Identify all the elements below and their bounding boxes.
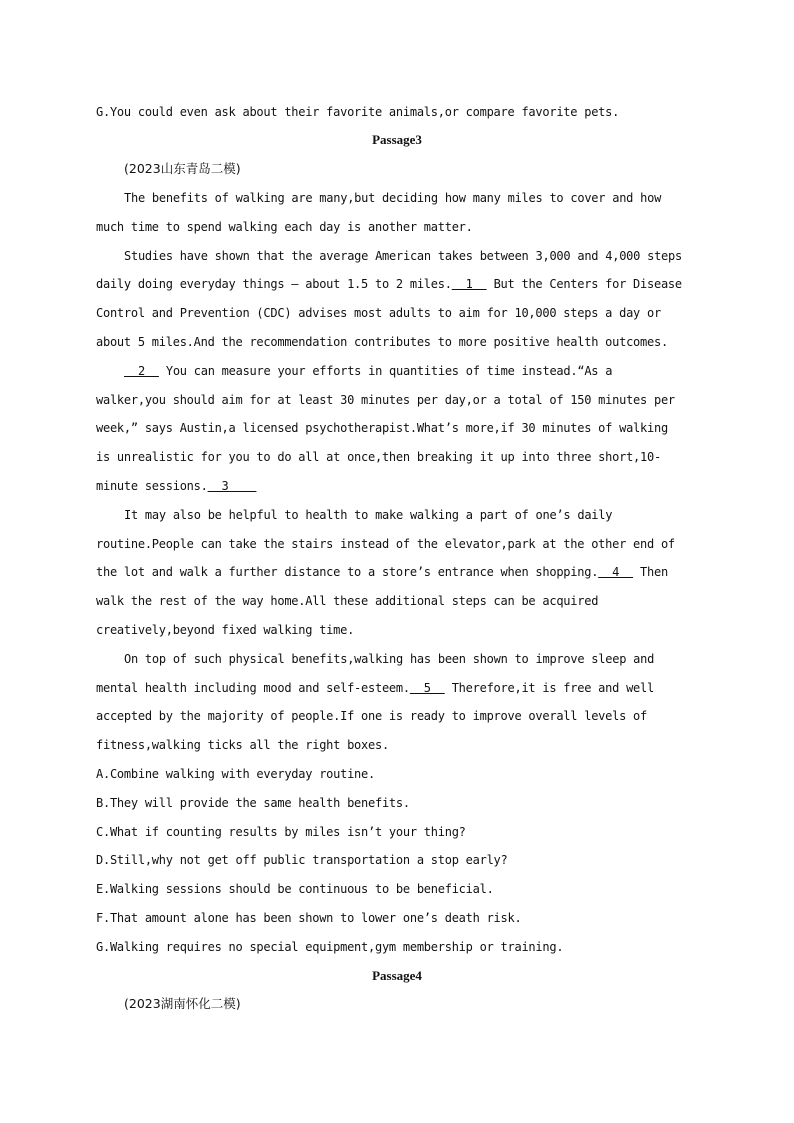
passage3-title: Passage3 [372, 132, 422, 147]
blank-2: 2 [124, 364, 159, 378]
option-b: B.They will provide the same health benefits. [96, 796, 410, 810]
body-line: much time to spend walking each day is another matter. [96, 220, 473, 234]
body-line: Control and Prevention (CDC) advises most adults to aim for 10,000 steps a day or [96, 306, 661, 320]
passage4-title: Passage4 [372, 968, 422, 983]
option-f: F.That amount alone has been shown to lower one’s death risk. [96, 911, 522, 925]
body-line: week,” says Austin,a licensed psychotherapist.What’s more,if 30 minutes of walking [96, 421, 668, 435]
option-c: C.What if counting results by miles isn’t your thing? [96, 825, 466, 839]
body-line: the lot and walk a further distance to a store’s entrance when shopping. 4 Then [96, 565, 668, 579]
body-line: routine.People can take the stairs instead of the elevator,park at the other end of [96, 537, 675, 551]
body-line: creatively,beyond fixed walking time. [96, 623, 355, 637]
passage4-source: (2023湖南怀化二模) [124, 996, 241, 1011]
blank-3: 3 [207, 479, 257, 493]
body-line: mental health including mood and self-esteem. 5 Therefore,it is free and well [96, 681, 654, 695]
body-line: It may also be helpful to health to make walking a part of one’s daily [124, 508, 613, 522]
body-line: The benefits of walking are many,but deciding how many miles to cover and how [124, 191, 662, 205]
option-e: E.Walking sessions should be continuous to be beneficial. [96, 882, 494, 896]
passage2-option-g: G.You could even ask about their favorite animals,or compare favorite pets. [96, 105, 620, 119]
body-line: fitness,walking ticks all the right boxes. [96, 738, 389, 752]
body-line: daily doing everyday things — about 1.5 to 2 miles. 1 But the Centers for Disease [96, 277, 682, 291]
body-line: about 5 miles.And the recommendation contributes to more positive health outcomes. [96, 335, 668, 349]
body-line: accepted by the majority of people.If one is ready to improve overall levels of [96, 709, 647, 723]
blank-4: 4 [598, 565, 634, 579]
body-line: is unrealistic for you to do all at once,then breaking it up into three short,10- [96, 450, 661, 464]
body-line: Studies have shown that the average American takes between 3,000 and 4,000 steps [124, 249, 682, 263]
body-line: 2 You can measure your efforts in quantities of time instead.“As a [124, 364, 613, 378]
option-g: G.Walking requires no special equipment,gym membership or training. [96, 940, 564, 954]
blank-1: 1 [451, 277, 487, 291]
body-line: On top of such physical benefits,walking has been shown to improve sleep and [124, 652, 655, 666]
passage3-source: (2023山东青岛二模) [124, 161, 241, 176]
blank-5: 5 [409, 681, 445, 695]
option-d: D.Still,why not get off public transportation a stop early? [96, 853, 508, 867]
body-line: minute sessions. 3 [96, 479, 257, 493]
option-a: A.Combine walking with everyday routine. [96, 767, 375, 781]
body-line: walker,you should aim for at least 30 minutes per day,or a total of 150 minutes per [96, 393, 675, 407]
body-line: walk the rest of the way home.All these additional steps can be acquired [96, 594, 599, 608]
